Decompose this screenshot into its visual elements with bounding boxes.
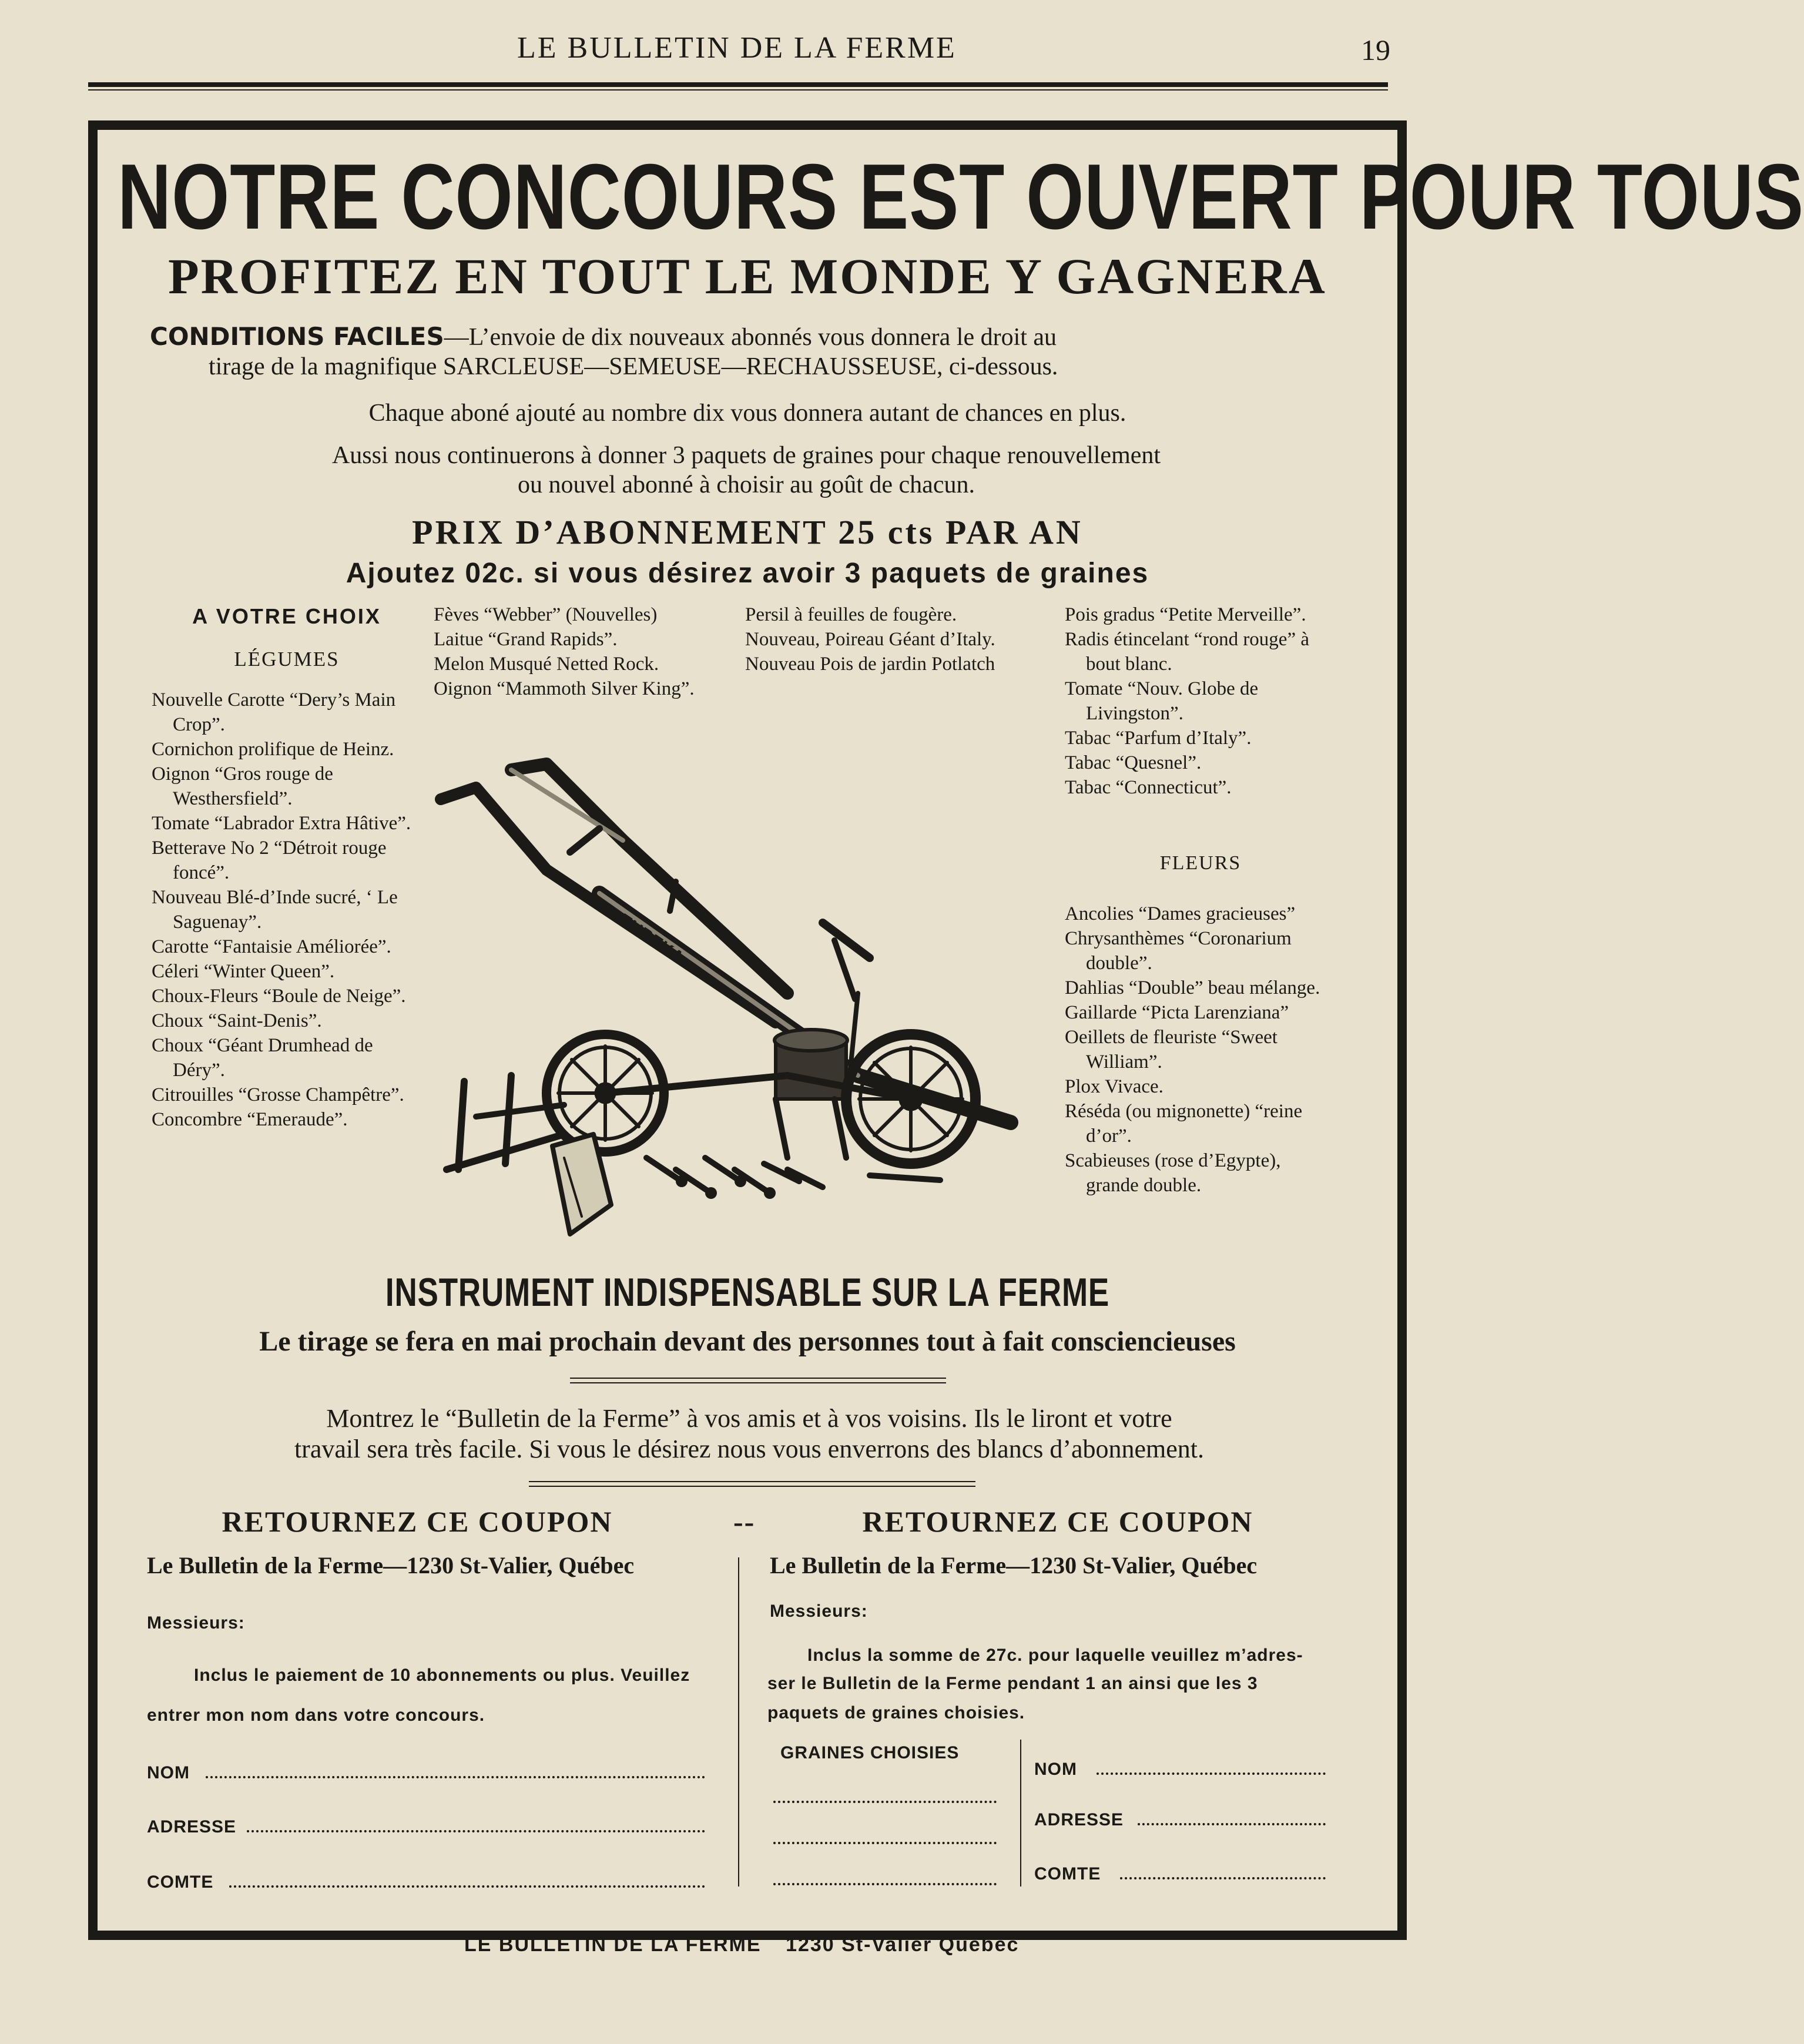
seed-item: Choux “Saint-Denis”. xyxy=(152,1010,322,1031)
renew-paragraph xyxy=(194,441,1299,500)
seed-item: Oignon “Gros rouge de Westhersfield”. xyxy=(152,763,333,809)
right-comte-label: COMTE xyxy=(1034,1864,1101,1884)
seed-item: Melon Musqué Netted Rock. xyxy=(434,654,659,675)
right-body-line-3: paquets de graines choisies. xyxy=(767,1703,1025,1723)
left-adresse-label: ADRESSE xyxy=(147,1817,237,1837)
right-coupon-title: RETOURNEZ CE COUPON xyxy=(862,1505,1253,1538)
graines-divider xyxy=(1020,1740,1021,1886)
seed-item: Gaillarde “Picta Larenziana” xyxy=(1065,1002,1289,1023)
seed-item: Choux “Géant Drumhead de Déry”. xyxy=(152,1035,373,1081)
seed-item: Citrouilles “Grosse Champêtre”. xyxy=(152,1084,404,1105)
graines-field-3[interactable] xyxy=(773,1883,997,1885)
flower-column xyxy=(1065,902,1336,1198)
footer-address: 1230 St-Valier Québec xyxy=(786,1934,1020,1956)
right-adresse-label: ADRESSE xyxy=(1034,1810,1124,1829)
divider-rule-3 xyxy=(529,1481,975,1482)
seed-item: Céleri “Winter Queen”. xyxy=(152,961,335,982)
graines-field-2[interactable] xyxy=(773,1842,997,1844)
seed-item: Réséda (ou mignonette) “reine d’or”. xyxy=(1065,1101,1303,1147)
conditions-lead: CONDITIONS FACILES xyxy=(150,322,444,351)
header-rule-thin xyxy=(88,89,1388,91)
seed-item: Nouvelle Carotte “Dery’s Main Crop”. xyxy=(152,689,396,735)
left-nom-field[interactable] xyxy=(206,1776,705,1778)
right-body-line-2: ser le Bulletin de la Ferme pendant 1 an ainsi que les 3 xyxy=(767,1674,1258,1693)
left-comte-field[interactable] xyxy=(229,1885,705,1888)
seed-item: Nouveau Blé-d’Inde sucré, ‘ Le Saguenay”. xyxy=(152,887,398,933)
left-comte-label: COMTE xyxy=(147,1872,214,1892)
seed-item: Fèves “Webber” (Nouvelles) xyxy=(434,604,658,625)
price-addon: Ajoutez 02c. si vous désirez avoir 3 paquets de graines xyxy=(346,558,1149,589)
chance-paragraph: Chaque aboné ajouté au nombre dix vous donnera autant de chances en plus. xyxy=(368,400,1126,427)
seeder-illustration xyxy=(423,746,1058,1252)
running-head xyxy=(0,31,1531,72)
fleurs-heading: FLEURS xyxy=(1159,852,1242,874)
left-coupon-address: Le Bulletin de la Ferme—1230 St-Valier, Québec xyxy=(147,1552,635,1579)
seed-item: Radis étincelant “rond rouge” à bout blanc. xyxy=(1065,629,1309,675)
coupon-separator: -- xyxy=(733,1505,756,1538)
seed-item: Carotte “Fantaisie Améliorée”. xyxy=(152,936,391,957)
instrument-heading: INSTRUMENT INDISPENSABLE SUR LA FERME xyxy=(385,1270,1110,1315)
seed-column-4 xyxy=(1065,602,1336,800)
right-adresse-field[interactable] xyxy=(1138,1823,1326,1825)
footer-publisher-name: LE BULLETIN DE LA FERME xyxy=(464,1934,762,1956)
left-coupon-title: RETOURNEZ CE COUPON xyxy=(222,1505,613,1538)
seed-item: Plox Vivace. xyxy=(1065,1076,1163,1097)
header-rule xyxy=(88,82,1388,87)
seed-item: Tabac “Quesnel”. xyxy=(1065,752,1202,773)
right-body-line-1: Inclus la somme de 27c. pour laquelle veuillez m’adres- xyxy=(807,1646,1303,1665)
seed-item: Choux-Fleurs “Boule de Neige”. xyxy=(152,986,406,1007)
price-title: PRIX D’ABONNEMENT 25 cts PAR AN xyxy=(412,513,1083,551)
seed-item: Cornichon prolifique de Heinz. xyxy=(152,739,394,760)
divider-rule xyxy=(570,1378,946,1379)
seed-item: Tabac “Parfum d’Italy”. xyxy=(1065,728,1252,749)
seed-item: Tabac “Connecticut”. xyxy=(1065,777,1232,798)
seed-item: Dahlias “Double” beau mélange. xyxy=(1065,977,1320,998)
right-nom-label: NOM xyxy=(1034,1760,1077,1779)
divider-rule-2 xyxy=(570,1382,946,1383)
seed-column-3 xyxy=(745,602,1004,676)
right-salutation: Messieurs: xyxy=(770,1601,868,1621)
seed-item: Nouveau, Poireau Géant d’Italy. xyxy=(745,629,995,650)
seed-item: Tomate “Nouv. Globe de Livingston”. xyxy=(1065,678,1259,724)
page-number: 19 xyxy=(1361,33,1390,66)
conditions-paragraph xyxy=(150,322,1337,381)
show-paragraph xyxy=(147,1403,1352,1465)
show-line-2: travail sera très facile. Si vous le désirez nous vous enverrons des blancs d’abonnement. xyxy=(294,1435,1205,1463)
choice-heading: A VOTRE CHOIX xyxy=(192,604,381,628)
coupon-divider xyxy=(738,1557,739,1886)
draw-notice: Le tirage se fera en mai prochain devant des personnes tout à fait consciencieuses xyxy=(259,1326,1236,1357)
right-nom-field[interactable] xyxy=(1097,1772,1326,1775)
seed-item: Oignon “Mammoth Silver King”. xyxy=(434,678,695,699)
footer-publisher xyxy=(464,1934,1019,1956)
left-body-line-2: entrer mon nom dans votre concours. xyxy=(147,1705,485,1725)
seed-item: Oeillets de fleuriste “Sweet William”. xyxy=(1065,1027,1277,1073)
left-nom-label: NOM xyxy=(147,1763,190,1782)
renew-line-2: ou nouvel abonné à choisir au goût de chacun. xyxy=(518,471,975,498)
conditions-line-1: —L’envoie de dix nouveaux abonnés vous donnera le droit au xyxy=(444,324,1057,351)
seed-item: Chrysanthèmes “Coronarium double”. xyxy=(1065,928,1292,974)
right-coupon-address: Le Bulletin de la Ferme—1230 St-Valier, Québec xyxy=(770,1552,1258,1579)
legumes-heading: LÉGUMES xyxy=(234,648,340,671)
conditions-line-2: tirage de la magnifique SARCLEUSE—SEMEUSE—RECHAUSSEUSE, ci-dessous. xyxy=(209,353,1058,380)
seed-item: Pois gradus “Petite Merveille”. xyxy=(1065,604,1306,625)
renew-line-1: Aussi nous continuerons à donner 3 paquets de graines pour chaque renouvellement xyxy=(331,442,1161,469)
left-body-line-1: Inclus le paiement de 10 abonnements ou plus. Veuillez xyxy=(194,1666,690,1685)
left-adresse-field[interactable] xyxy=(247,1830,705,1832)
seed-item: Ancolies “Dames gracieuses” xyxy=(1065,903,1296,924)
seed-item: Tomate “Labrador Extra Hâtive”. xyxy=(152,813,411,834)
show-line-1: Montrez le “Bulletin de la Ferme” à vos amis et à vos voisins. Ils le liront et votre xyxy=(326,1404,1172,1433)
ad-headline: NOTRE CONCOURS EST OUVERT POUR TOUS xyxy=(118,145,1804,249)
seeder-brand: EUREKA xyxy=(615,910,688,968)
running-title: LE BULLETIN DE LA FERME xyxy=(517,31,957,65)
divider-rule-4 xyxy=(529,1486,975,1487)
seed-item: Concombre “Emeraude”. xyxy=(152,1109,348,1130)
left-salutation: Messieurs: xyxy=(147,1613,245,1633)
graines-field-1[interactable] xyxy=(773,1801,997,1803)
right-comte-field[interactable] xyxy=(1120,1877,1326,1879)
seed-item: Laitue “Grand Rapids”. xyxy=(434,629,618,650)
seed-column-1 xyxy=(152,688,419,1132)
seed-item: Nouveau Pois de jardin Potlatch xyxy=(745,654,995,675)
ad-subheadline: PROFITEZ EN TOUT LE MONDE Y GAGNERA xyxy=(168,248,1327,304)
seed-column-2 xyxy=(434,602,705,701)
seed-item: Betterave No 2 “Détroit rouge foncé”. xyxy=(152,837,387,883)
graines-label: GRAINES CHOISIES xyxy=(780,1743,960,1762)
seed-item: Persil à feuilles de fougère. xyxy=(745,604,957,625)
seed-item: Scabieuses (rose d’Egypte), grande double. xyxy=(1065,1150,1281,1196)
